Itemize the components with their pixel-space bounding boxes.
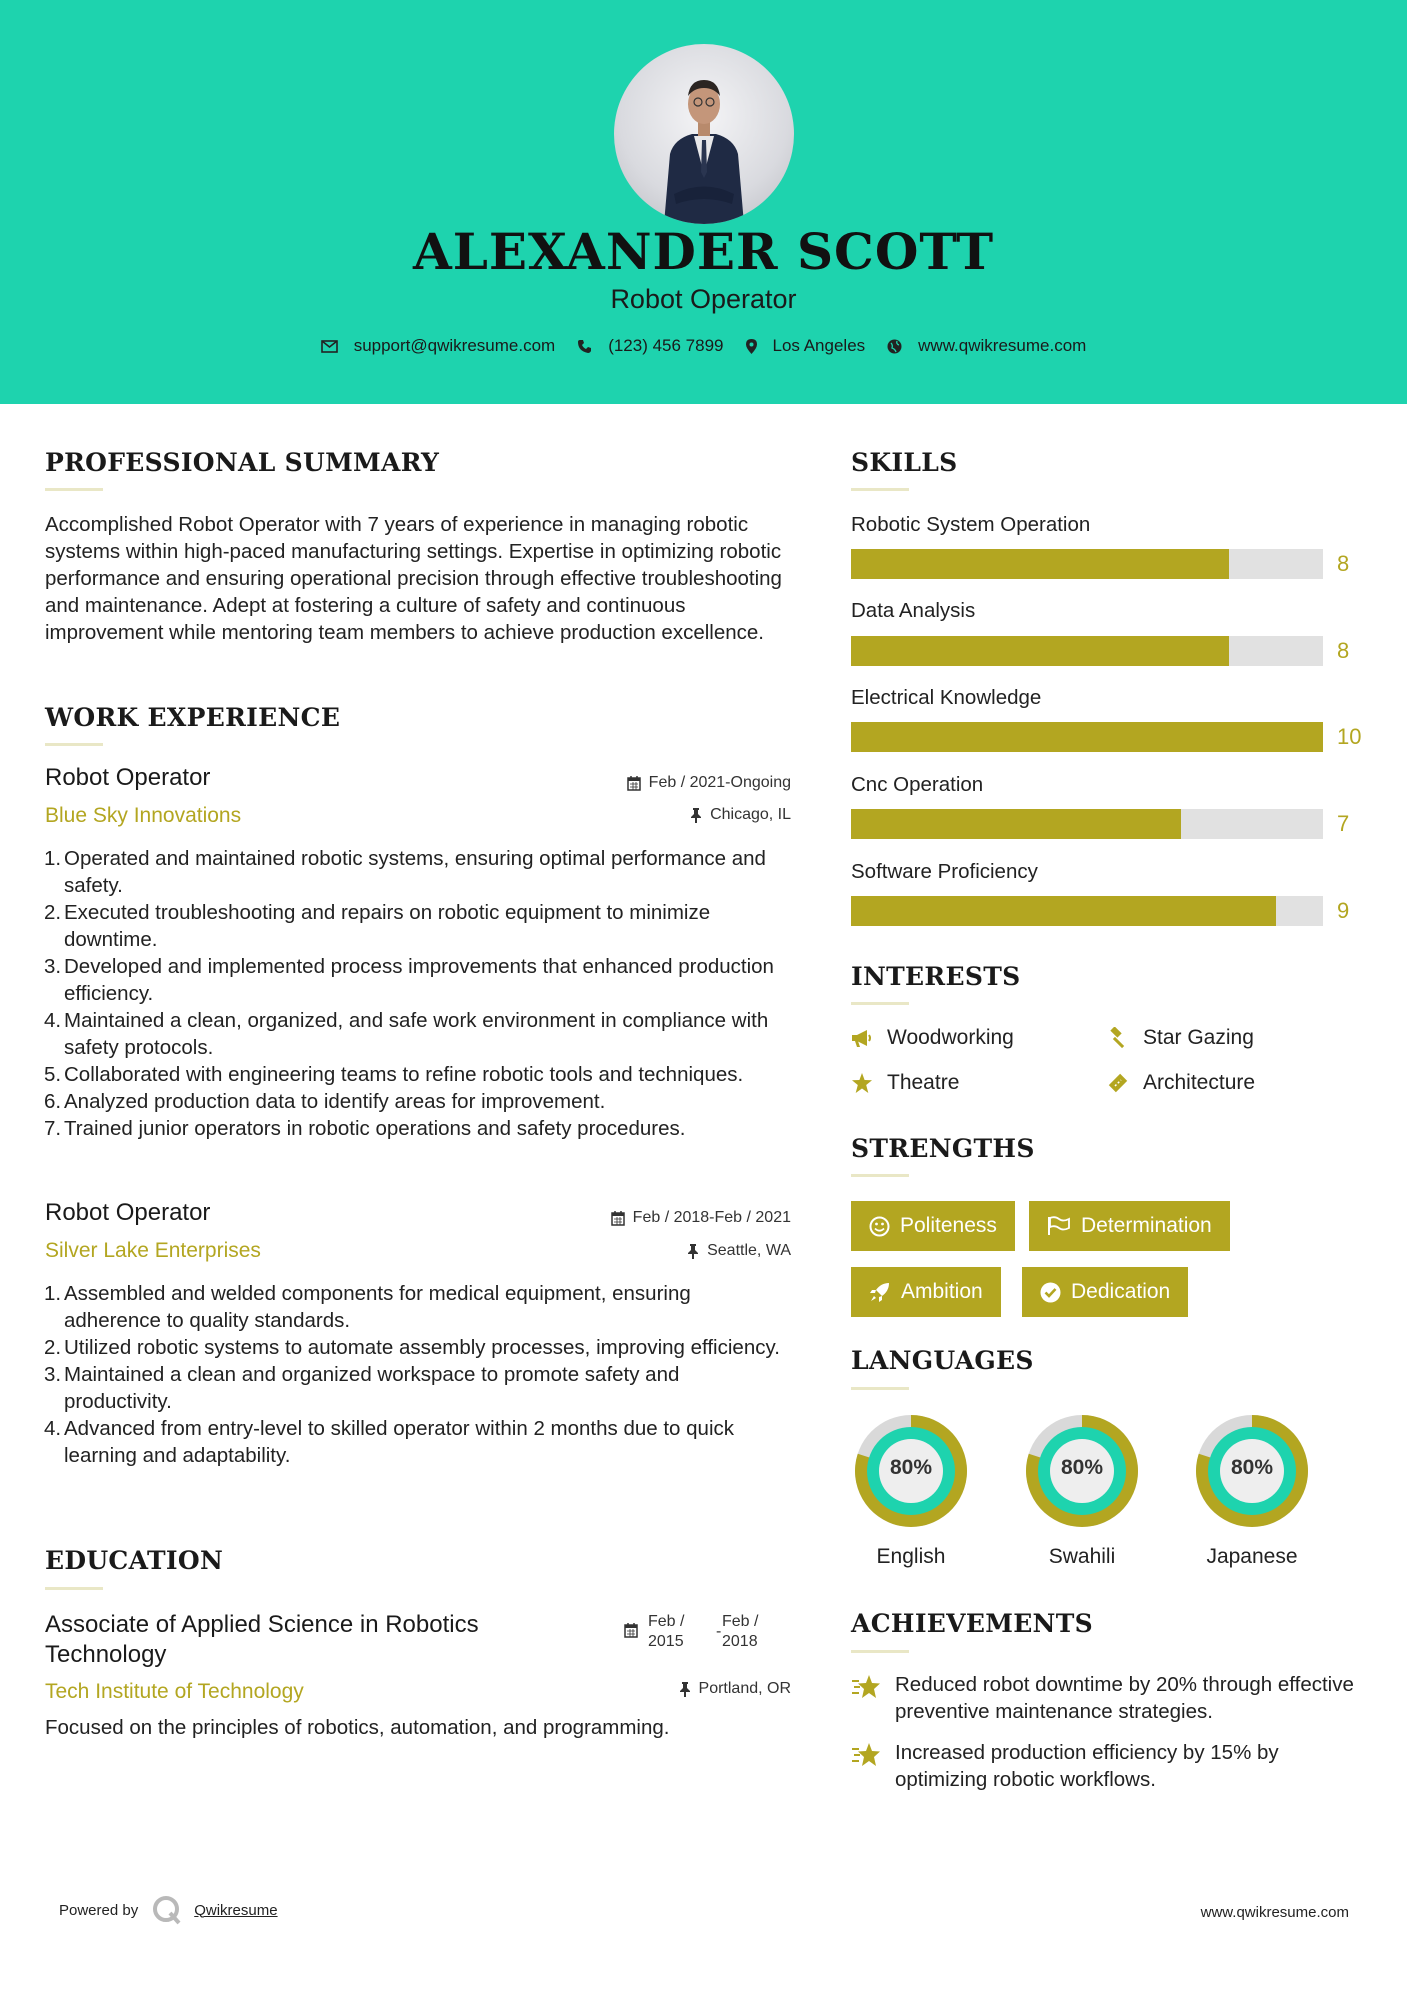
skill-name: Cnc Operation	[851, 773, 984, 796]
education-date	[622, 1613, 802, 1655]
skill-name: Data Analysis	[851, 599, 976, 622]
skill-value: 7	[1337, 811, 1350, 836]
education-location-text: Portland, OR	[698, 1680, 791, 1697]
language-name: Swahili	[1048, 1545, 1116, 1568]
candidate-title: Robot Operator	[610, 284, 797, 314]
interest-label: Theatre	[887, 1071, 960, 1094]
star-icon	[851, 1073, 873, 1094]
contact-bar	[0, 336, 1407, 356]
list-item: 1. Assembled and welded components for medical equipment, ensuring adherence to quality standards.	[44, 1282, 691, 1332]
globe-icon	[887, 339, 902, 354]
interest-item	[1107, 1071, 1255, 1095]
pushpin-icon	[690, 808, 702, 823]
strength-chip	[851, 1267, 1001, 1317]
interest-label: Woodworking	[887, 1026, 1014, 1049]
strength-label: Dedication	[1071, 1280, 1171, 1303]
job-location-text: Chicago, IL	[710, 806, 791, 823]
strength-chip	[1029, 1201, 1230, 1251]
interest-item	[1107, 1026, 1254, 1050]
check-circle-icon	[1040, 1282, 1061, 1303]
interest-item	[851, 1026, 1014, 1050]
language-percent: 80%	[1060, 1456, 1104, 1479]
summary-divider	[45, 488, 103, 491]
language-name: English	[876, 1545, 946, 1568]
strengths-heading: STRENGTHS	[851, 1134, 1035, 1163]
language-name: Japanese	[1206, 1545, 1298, 1568]
list-item: 3. Developed and implemented process improvements that enhanced production efficiency.	[44, 955, 774, 1005]
pushpin-icon	[687, 1244, 699, 1259]
envelope-icon	[321, 340, 338, 353]
skill-name: Software Proficiency	[851, 860, 1038, 883]
person-photo-icon	[614, 44, 794, 224]
date-separator: -	[716, 1623, 722, 1640]
list-item: 7. Trained junior operators in robotic operations and safety procedures.	[44, 1117, 686, 1140]
list-item: 2. Executed troubleshooting and repairs on robotic equipment to minimize downtime.	[44, 901, 711, 951]
star-award-icon	[851, 1741, 883, 1769]
strength-chip	[851, 1201, 1015, 1251]
job-bullets	[45, 845, 790, 1142]
job-title: Robot Operator	[45, 764, 211, 791]
skill-bar	[851, 549, 1323, 579]
achievement-text: Increased production efficiency by 15% by optimizing robotic workflows.	[895, 1741, 1279, 1791]
skill-value: 10	[1337, 724, 1362, 749]
company-name: Silver Lake Enterprises	[45, 1239, 261, 1262]
strength-label: Determination	[1081, 1214, 1212, 1237]
skill-bar-fill	[851, 636, 1229, 666]
summary-heading: PROFESSIONAL SUMMARY	[45, 448, 440, 477]
experience-divider	[45, 743, 103, 746]
interest-label: Star Gazing	[1143, 1026, 1254, 1049]
education-description: Focused on the principles of robotics, automation, and programming.	[45, 1716, 670, 1739]
calendar-icon	[627, 776, 641, 791]
languages-heading: LANGUAGES	[851, 1346, 1034, 1375]
achievement-item	[851, 1671, 1371, 1725]
language-percent: 80%	[1230, 1456, 1274, 1479]
ticket-icon	[1107, 1072, 1129, 1094]
pushpin-icon	[679, 1682, 691, 1697]
languages-divider	[851, 1387, 909, 1390]
interest-label: Architecture	[1143, 1071, 1256, 1094]
candidate-name: ALEXANDER SCOTT	[412, 222, 995, 281]
contact-website[interactable]	[887, 336, 1086, 356]
phone-text: (123) 456 7899	[608, 336, 724, 355]
strength-label: Ambition	[901, 1280, 983, 1303]
map-pin-icon	[746, 339, 757, 354]
skill-value: 8	[1337, 638, 1350, 663]
summary-text: Accomplished Robot Operator with 7 years of experience in managing robotic systems within high-paced manufacturing settings. Expertise in optimizing robotic performance and ensuring operational precision through effective troubleshooting and maintenance. Adept at fostering a culture of safety and continuous improvement while mentoring team members to achieve production excellence.	[45, 513, 782, 644]
company-name: Blue Sky Innovations	[45, 804, 242, 827]
job-date-text: Feb / 2018-Feb / 2021	[632, 1209, 791, 1226]
achievement-text: Reduced robot downtime by 20% through effective preventive maintenance strategies.	[895, 1673, 1354, 1723]
job-location-text: Seattle, WA	[707, 1242, 791, 1259]
date-end-year: 2018	[722, 1633, 758, 1650]
job-bullets	[45, 1280, 790, 1469]
achievement-item	[851, 1739, 1371, 1793]
star-award-icon	[851, 1673, 883, 1701]
date-start-month: Feb /	[648, 1613, 685, 1630]
qwikresume-logo-icon	[152, 1895, 182, 1925]
skill-bar-fill	[851, 549, 1229, 579]
megaphone-icon	[851, 1028, 873, 1048]
interests-divider	[851, 1002, 909, 1005]
list-item: 5. Collaborated with engineering teams to refine robotic tools and techniques.	[44, 1063, 744, 1086]
email-text: support@qwikresume.com	[353, 336, 556, 355]
experience-heading: WORK EXPERIENCE	[45, 703, 341, 732]
date-start-year: 2015	[648, 1633, 684, 1650]
smile-icon	[869, 1216, 890, 1237]
skill-bar	[851, 722, 1323, 752]
footer-url[interactable]: www.qwikresume.com	[1200, 1904, 1349, 1921]
skills-divider	[851, 488, 909, 491]
phone-icon	[577, 339, 592, 354]
education-divider	[45, 1587, 103, 1590]
interests-heading: INTERESTS	[851, 962, 1021, 991]
achievements-heading: ACHIEVEMENTS	[851, 1609, 1093, 1638]
powered-by-label: Powered by	[59, 1901, 139, 1919]
website-text: www.qwikresume.com	[918, 336, 1087, 355]
achievements-divider	[851, 1650, 909, 1653]
list-item: 2. Utilized robotic systems to automate assembly processes, improving efficiency.	[44, 1336, 780, 1359]
language-percent: 80%	[889, 1456, 933, 1479]
contact-email[interactable]	[321, 336, 556, 356]
contact-phone[interactable]	[577, 336, 723, 356]
education-location	[560, 1680, 791, 1698]
degree-title: Associate of Applied Science in Robotics Technology	[45, 1611, 479, 1668]
job-title: Robot Operator	[45, 1199, 211, 1226]
calendar-icon	[611, 1211, 625, 1226]
skill-bar-fill	[851, 896, 1276, 926]
skill-name: Robotic System Operation	[851, 513, 1091, 536]
education-heading: EDUCATION	[45, 1546, 224, 1575]
footer-powered-by	[59, 1895, 278, 1925]
skill-bar	[851, 636, 1323, 666]
rocket-icon	[869, 1281, 891, 1303]
strength-chip	[1022, 1267, 1188, 1317]
list-item: 3. Maintained a clean and organized workspace to promote safety and productivity.	[44, 1363, 680, 1413]
list-item: 4. Advanced from entry-level to skilled operator within 2 months due to quick learning and adaptability.	[44, 1417, 735, 1467]
skill-value: 9	[1337, 898, 1350, 923]
job-location	[560, 806, 791, 824]
date-end-month: Feb /	[722, 1613, 759, 1630]
interest-item	[851, 1071, 959, 1095]
skill-bar	[851, 896, 1323, 926]
list-item: 6. Analyzed production data to identify areas for improvement.	[44, 1090, 606, 1113]
gavel-icon	[1107, 1027, 1129, 1049]
header-banner	[0, 0, 1407, 404]
skill-value: 8	[1337, 551, 1350, 576]
brand-link[interactable]: Qwikresume	[194, 1901, 278, 1919]
job-location	[560, 1242, 791, 1260]
calendar-icon	[624, 1623, 638, 1638]
job-date	[520, 1209, 791, 1227]
list-item: 4. Maintained a clean, organized, and safe work environment in compliance with safety protocols.	[44, 1009, 769, 1059]
flag-icon	[1047, 1216, 1071, 1236]
job-date	[560, 774, 791, 792]
skill-bar	[851, 809, 1323, 839]
avatar	[614, 44, 794, 224]
location-text: Los Angeles	[772, 336, 866, 355]
skill-name: Electrical Knowledge	[851, 686, 1042, 709]
strengths-divider	[851, 1174, 909, 1177]
job-date-text: Feb / 2021-Ongoing	[648, 774, 791, 791]
skills-heading: SKILLS	[851, 448, 958, 477]
contact-location	[746, 336, 866, 356]
skill-bar-fill	[851, 809, 1181, 839]
strength-label: Politeness	[900, 1214, 997, 1237]
list-item: 1. Operated and maintained robotic systems, ensuring optimal performance and safety.	[44, 847, 766, 897]
skill-bar-fill	[851, 722, 1323, 752]
school-name: Tech Institute of Technology	[45, 1680, 304, 1703]
